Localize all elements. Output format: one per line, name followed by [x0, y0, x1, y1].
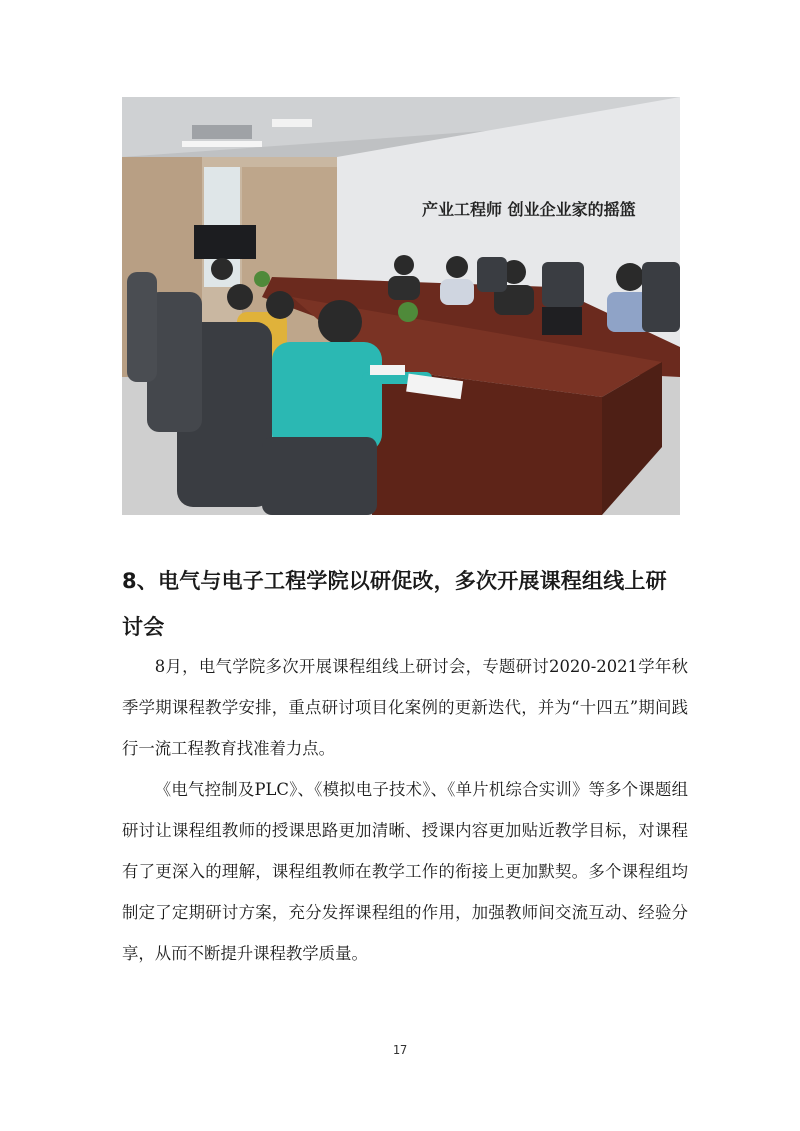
wall-slogan: 产业工程师 创业企业家的摇篮: [422, 200, 636, 219]
paragraph-1: 8月，电气学院多次开展课程组线上研讨会，专题研讨2020-2021学年秋季学期课程教学安排，重点研讨项目化案例的更新迭代，并为“十四五”期间践行一流工程教育找准着力点。: [122, 657, 688, 758]
section-heading: 8、电气与电子工程学院以研促改，多次开展课程组线上研讨会: [122, 569, 667, 639]
page-number: 17: [392, 1043, 408, 1057]
paragraph-2: 《电气控制及PLC》、《模拟电子技术》、《单片机综合实训》等多个课题组研讨让课程组教师的授课思路更加清晰、授课内容更加贴近教学目标，对课程有了更深入的理解，课程组教师在教学工作的衔接上更加默契。多个课程组均制定了定期研讨方案，充分发挥课程组的作用，加强教师间交流互动、经验分享，从而不断提升课程教学质量。: [122, 780, 688, 963]
meeting-photo: [122, 97, 680, 515]
